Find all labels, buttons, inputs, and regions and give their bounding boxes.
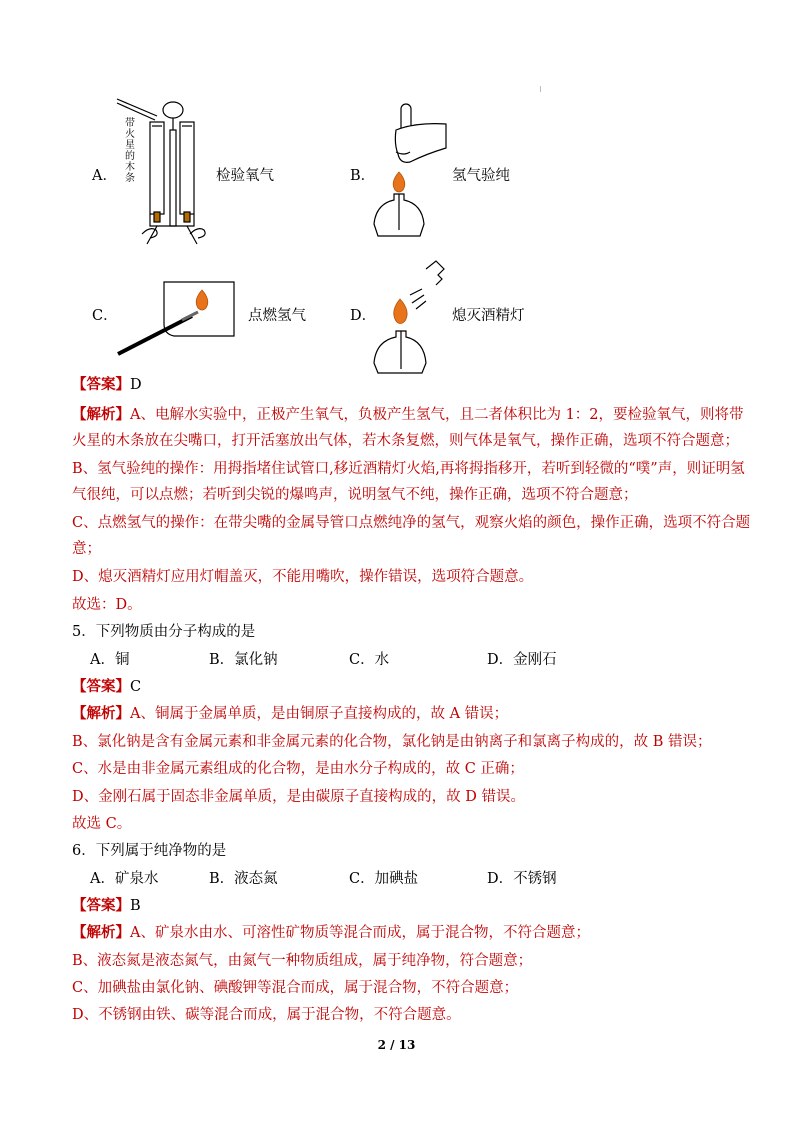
q6-analysis-line: 【解析】A、矿泉水由水、可溶性矿物质等混合而成，属于混合物，不符合题意；: [72, 924, 590, 941]
answer-tag: 【答案】: [72, 897, 130, 914]
q5-question: 5．下列物质由分子构成的是: [72, 624, 256, 640]
q5-analysis-line: D、金刚石属于固态非金属单质，是由碳原子直接构成的，故 D 错误。: [72, 789, 525, 805]
q5-option-b: B．氯化钠: [209, 652, 278, 668]
wooden-stick-label: 带火星的木条: [125, 118, 135, 184]
option-c-letter: C．: [92, 308, 118, 324]
ignite-hydrogen-figure: [112, 268, 242, 363]
q5-answer: [72, 678, 141, 696]
q4-analysis-line: 气很纯，可以点燃；若听到尖锐的爆鸣声，说明氢气不纯，操作正确，选项不符合题意；: [72, 487, 638, 503]
q6-option-d: D．不锈钢: [487, 871, 557, 887]
answer-value: B: [130, 898, 141, 914]
q5-option-d: D．金刚石: [487, 652, 557, 668]
option-d-letter: D．: [350, 308, 377, 324]
q6-answer: [72, 897, 141, 915]
q6-option-c: C．加碘盐: [349, 871, 419, 887]
answer-value: D: [130, 377, 142, 393]
q4-analysis-line: C、点燃氢气的操作：在带尖嘴的金属导管口点燃纯净的氢气，观察火焰的颜色，操作正确，选项不符合题: [72, 515, 751, 531]
q6-analysis-line: B、液态氮是液态氮气，由氮气一种物质组成，属于纯净物，符合题意；: [72, 953, 533, 969]
q4-answer: [72, 376, 142, 394]
q5-option-c: C．水: [349, 652, 390, 668]
q5-conclusion: 故选 C。: [72, 816, 132, 832]
q4-analysis-line: 【解析】A、电解水实验中，正极产生氧气，负极产生氢气，且二者体积比为 1：2，要检验氧气，则将带: [72, 406, 744, 423]
q4-analysis-line: B、氢气验纯的操作：用拇指堵住试管口,移近酒精灯火焰,再将拇指移开，若听到轻微的“噗”声，则证明氢: [72, 461, 745, 477]
q6-analysis-line: C、加碘盐由氯化钠、碘酸钾等混合而成，属于混合物，不符合题意；: [72, 980, 519, 996]
hydrogen-purity-test-figure: [366, 100, 456, 260]
q6-analysis-line: D、不锈钢由铁、碳等混合而成，属于混合物，不符合题意。: [72, 1007, 461, 1023]
q4-analysis-line: D、熄灭酒精灯应用灯帽盖灭，不能用嘴吹，操作错误，选项符合题意。: [72, 569, 534, 585]
option-b-letter: B．: [350, 168, 376, 184]
analysis-tag: 【解析】: [72, 406, 130, 423]
page-number: 2 / 13: [377, 1038, 416, 1052]
answer-tag: 【答案】: [72, 376, 130, 393]
option-a-caption: 检验氧气: [216, 168, 274, 184]
q5-analysis-line: 【解析】A、铜属于金属单质，是由铜原子直接构成的，故 A 错误；: [72, 705, 509, 722]
option-d-caption: 熄灭酒精灯: [452, 308, 525, 324]
extinguish-alcohol-lamp-figure: [366, 255, 456, 375]
answer-tag: 【答案】: [72, 678, 130, 695]
answer-value: C: [130, 679, 142, 695]
scan-mark: [540, 86, 541, 92]
q6-option-a: A．矿泉水: [90, 871, 159, 887]
option-c-caption: 点燃氢气: [248, 308, 306, 324]
q4-analysis-line: 意；: [72, 541, 101, 557]
q5-option-a: A．铜: [90, 652, 130, 668]
q4-analysis-line: 火星的木条放在尖嘴口，打开活塞放出气体，若木条复燃，则气体是氧气，操作正确，选项不符合题意；: [72, 433, 739, 449]
option-b-caption: 氢气验纯: [452, 168, 510, 184]
q4-conclusion: 故选：D。: [72, 597, 142, 613]
analysis-tag: 【解析】: [72, 705, 130, 722]
q6-option-b: B．液态氮: [209, 871, 278, 887]
analysis-tag: 【解析】: [72, 924, 130, 941]
option-a-letter: A．: [92, 168, 117, 184]
q5-analysis-line: B、氯化钠是含有金属元素和非金属元素的化合物，氯化钠是由钠离子和氯离子构成的，故 B 错误；: [72, 734, 712, 750]
q5-analysis-line: C、水是由非金属元素组成的化合物，是由水分子构成的，故 C 正确；: [72, 761, 524, 777]
q6-question: 6．下列属于纯净物的是: [72, 843, 227, 859]
